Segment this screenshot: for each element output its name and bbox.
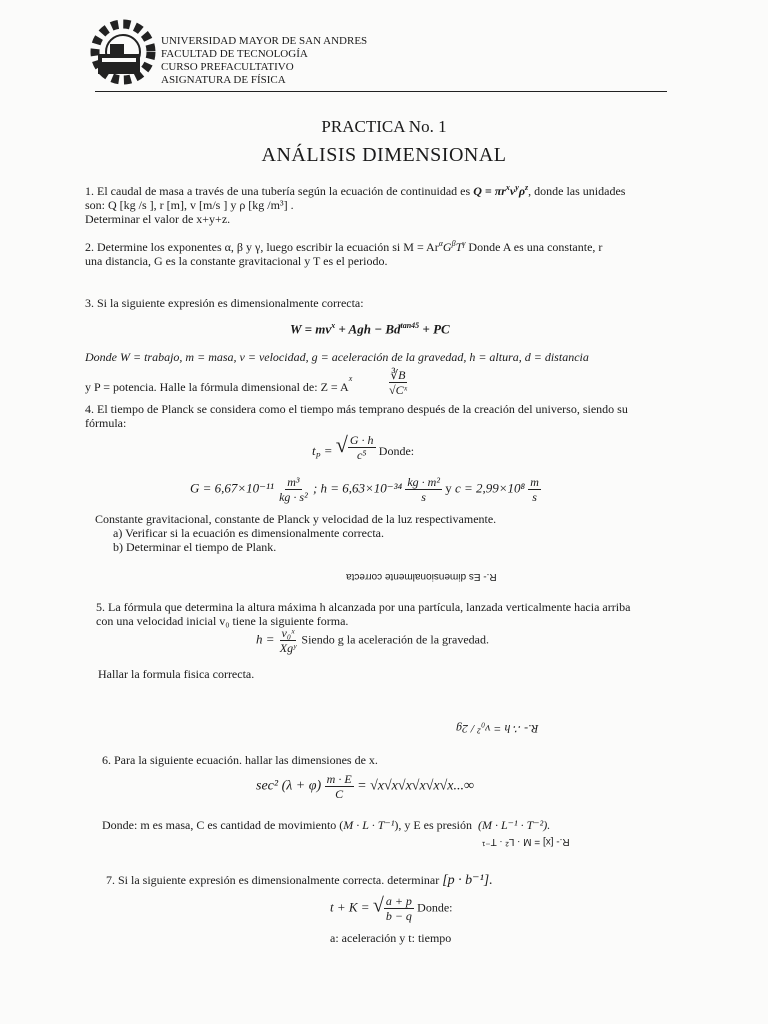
problem-5-question: Hallar la formula fisica correcta.: [98, 667, 255, 681]
problem-1-units: son: Q [kg /s ], r [m], v [m/s ] y ρ [kg /m³] .: [85, 198, 294, 212]
problem-6-definitions: Donde: m es masa, C es cantidad de movimiento (M · L · T⁻¹), y E es presión (M · L⁻¹ · T⁻²).: [102, 818, 551, 832]
answer-5-flipped: R.- ∴ h = v₀² / 2g: [456, 722, 539, 736]
university-logo-icon: [88, 14, 158, 88]
header-line: FACULTAD DE TECNOLOGÍA: [161, 48, 308, 60]
header-institution: [161, 35, 367, 87]
answer-4-flipped: R.- Es dimensionalmente correcta: [346, 571, 497, 582]
problem-7-definitions: a: aceleración y t: tiempo: [330, 931, 452, 945]
problem-5: 5. La fórmula que determina la altura máxima h alcanzada por una partícula, lanzada verticalmente hacia arriba con una velocidad inicial v₀ tiene la siguiente forma.: [96, 600, 631, 628]
problem-3-definitions: Donde W = trabajo, m = masa, v = velocidad, g = aceleración de la gravedad, h = altura, d = distancia: [85, 350, 589, 364]
problem-1: 1. El caudal de masa a través de una tubería según la ecuación de continuidad es $Q = \pi r^xv^y\rho^z$, donde las unidades son: Q [kg /s ], r [m], v [m/s ] y ρ [kg /m³] . Determinar el valor de x+y+z.: [85, 181, 685, 226]
problem-3-intro: 3. Si la siguiente expresión es dimensionalmente correcta:: [85, 296, 364, 310]
problem-4: 4. El tiempo de Planck se considera como el tiempo más temprano después de la creación del universo, siendo su fórmula:: [85, 402, 628, 430]
header-line: UNIVERSIDAD MAYOR DE SAN ANDRES: [161, 35, 368, 47]
problem-2: 2. Determine los exponentes α, β y γ, luego escribir la ecuación si $M = Ar^\alpha G^\beta T^\gamma$ Donde A es una constante, r una distancia, G es la constante gravitacional y T es el periodo.: [85, 237, 685, 268]
header-line: ASIGNATURA DE FÍSICA: [161, 74, 286, 86]
planck-constants: G = 6,67×10⁻¹¹ $\frac{\text{m³}}{\text{kg · s²}}$ ; h = 6,63×10⁻³⁴ $\frac{\text{kg · m²}}{s}$ y c = 2,99×10⁸ $\frac{m}{s}$: [190, 475, 539, 504]
problem-6: 6. Para la siguiente ecuación. hallar las dimensiones de x.: [102, 753, 378, 767]
problem-4-subquestions: Constante gravitacional, constante de Planck y velocidad de la luz respectivamente. a) Verificar si la ecuación es dimensionalmente correcta. b) Determinar el tiempo de Plank.: [95, 512, 497, 554]
problem-1-text: 1. El caudal de masa a través de una tubería según la ecuación de continuidad es: [85, 184, 474, 198]
problem-3-equation: $W = mv^x$ + Agh − $Bd^{tan45}$ + PC: [290, 321, 450, 337]
problem-7: 7. Si la siguiente expresión es dimensionalmente correcta. determinar [p · b⁻¹].: [106, 873, 493, 888]
problem-7-equation: t + K = √ $\frac{a + p}{b - q}$ Donde:: [330, 894, 453, 923]
practice-subtitle: ANÁLISIS DIMENSIONAL: [261, 144, 507, 166]
header-divider: [95, 91, 667, 92]
answer-6-flipped: R.- [x] = M · L² · T⁻¹: [482, 836, 570, 847]
planck-time-formula: $t_P$ = √ $\frac{G \cdot h}{\text{c⁵}}$ Donde:: [312, 432, 415, 462]
problem-1-question: Determinar el valor de x+y+z.: [85, 212, 231, 226]
practice-title: PRACTICA No. 1: [321, 117, 447, 136]
secant-equation: sec² (λ + φ) $\frac{m \cdot E}{C}$ = √x√x√x√x√x√x...∞: [256, 772, 474, 801]
problem-2-text: 2. Determine los exponentes α, β y γ, luego escribir la ecuación si M = Ar: [85, 240, 439, 254]
problem-1-equation: $Q = \pi r^xv^y\rho^z$: [473, 183, 529, 198]
header-line: CURSO PREFACULTATIVO: [161, 61, 294, 73]
problem-3-question: y P = potencia. Halle la fórmula dimensional de: $Z = A^x$ $\frac{∛B}{\text{√Cˣ}}$: [85, 368, 407, 397]
height-formula: h = $\frac{\text{v₀ˣ}}{\text{Xgʸ}}$ Siendo g la aceleración de la gravedad.: [256, 626, 489, 655]
problem-2-text-2: una distancia, G es la constante gravitacional y T es el periodo.: [85, 254, 388, 268]
